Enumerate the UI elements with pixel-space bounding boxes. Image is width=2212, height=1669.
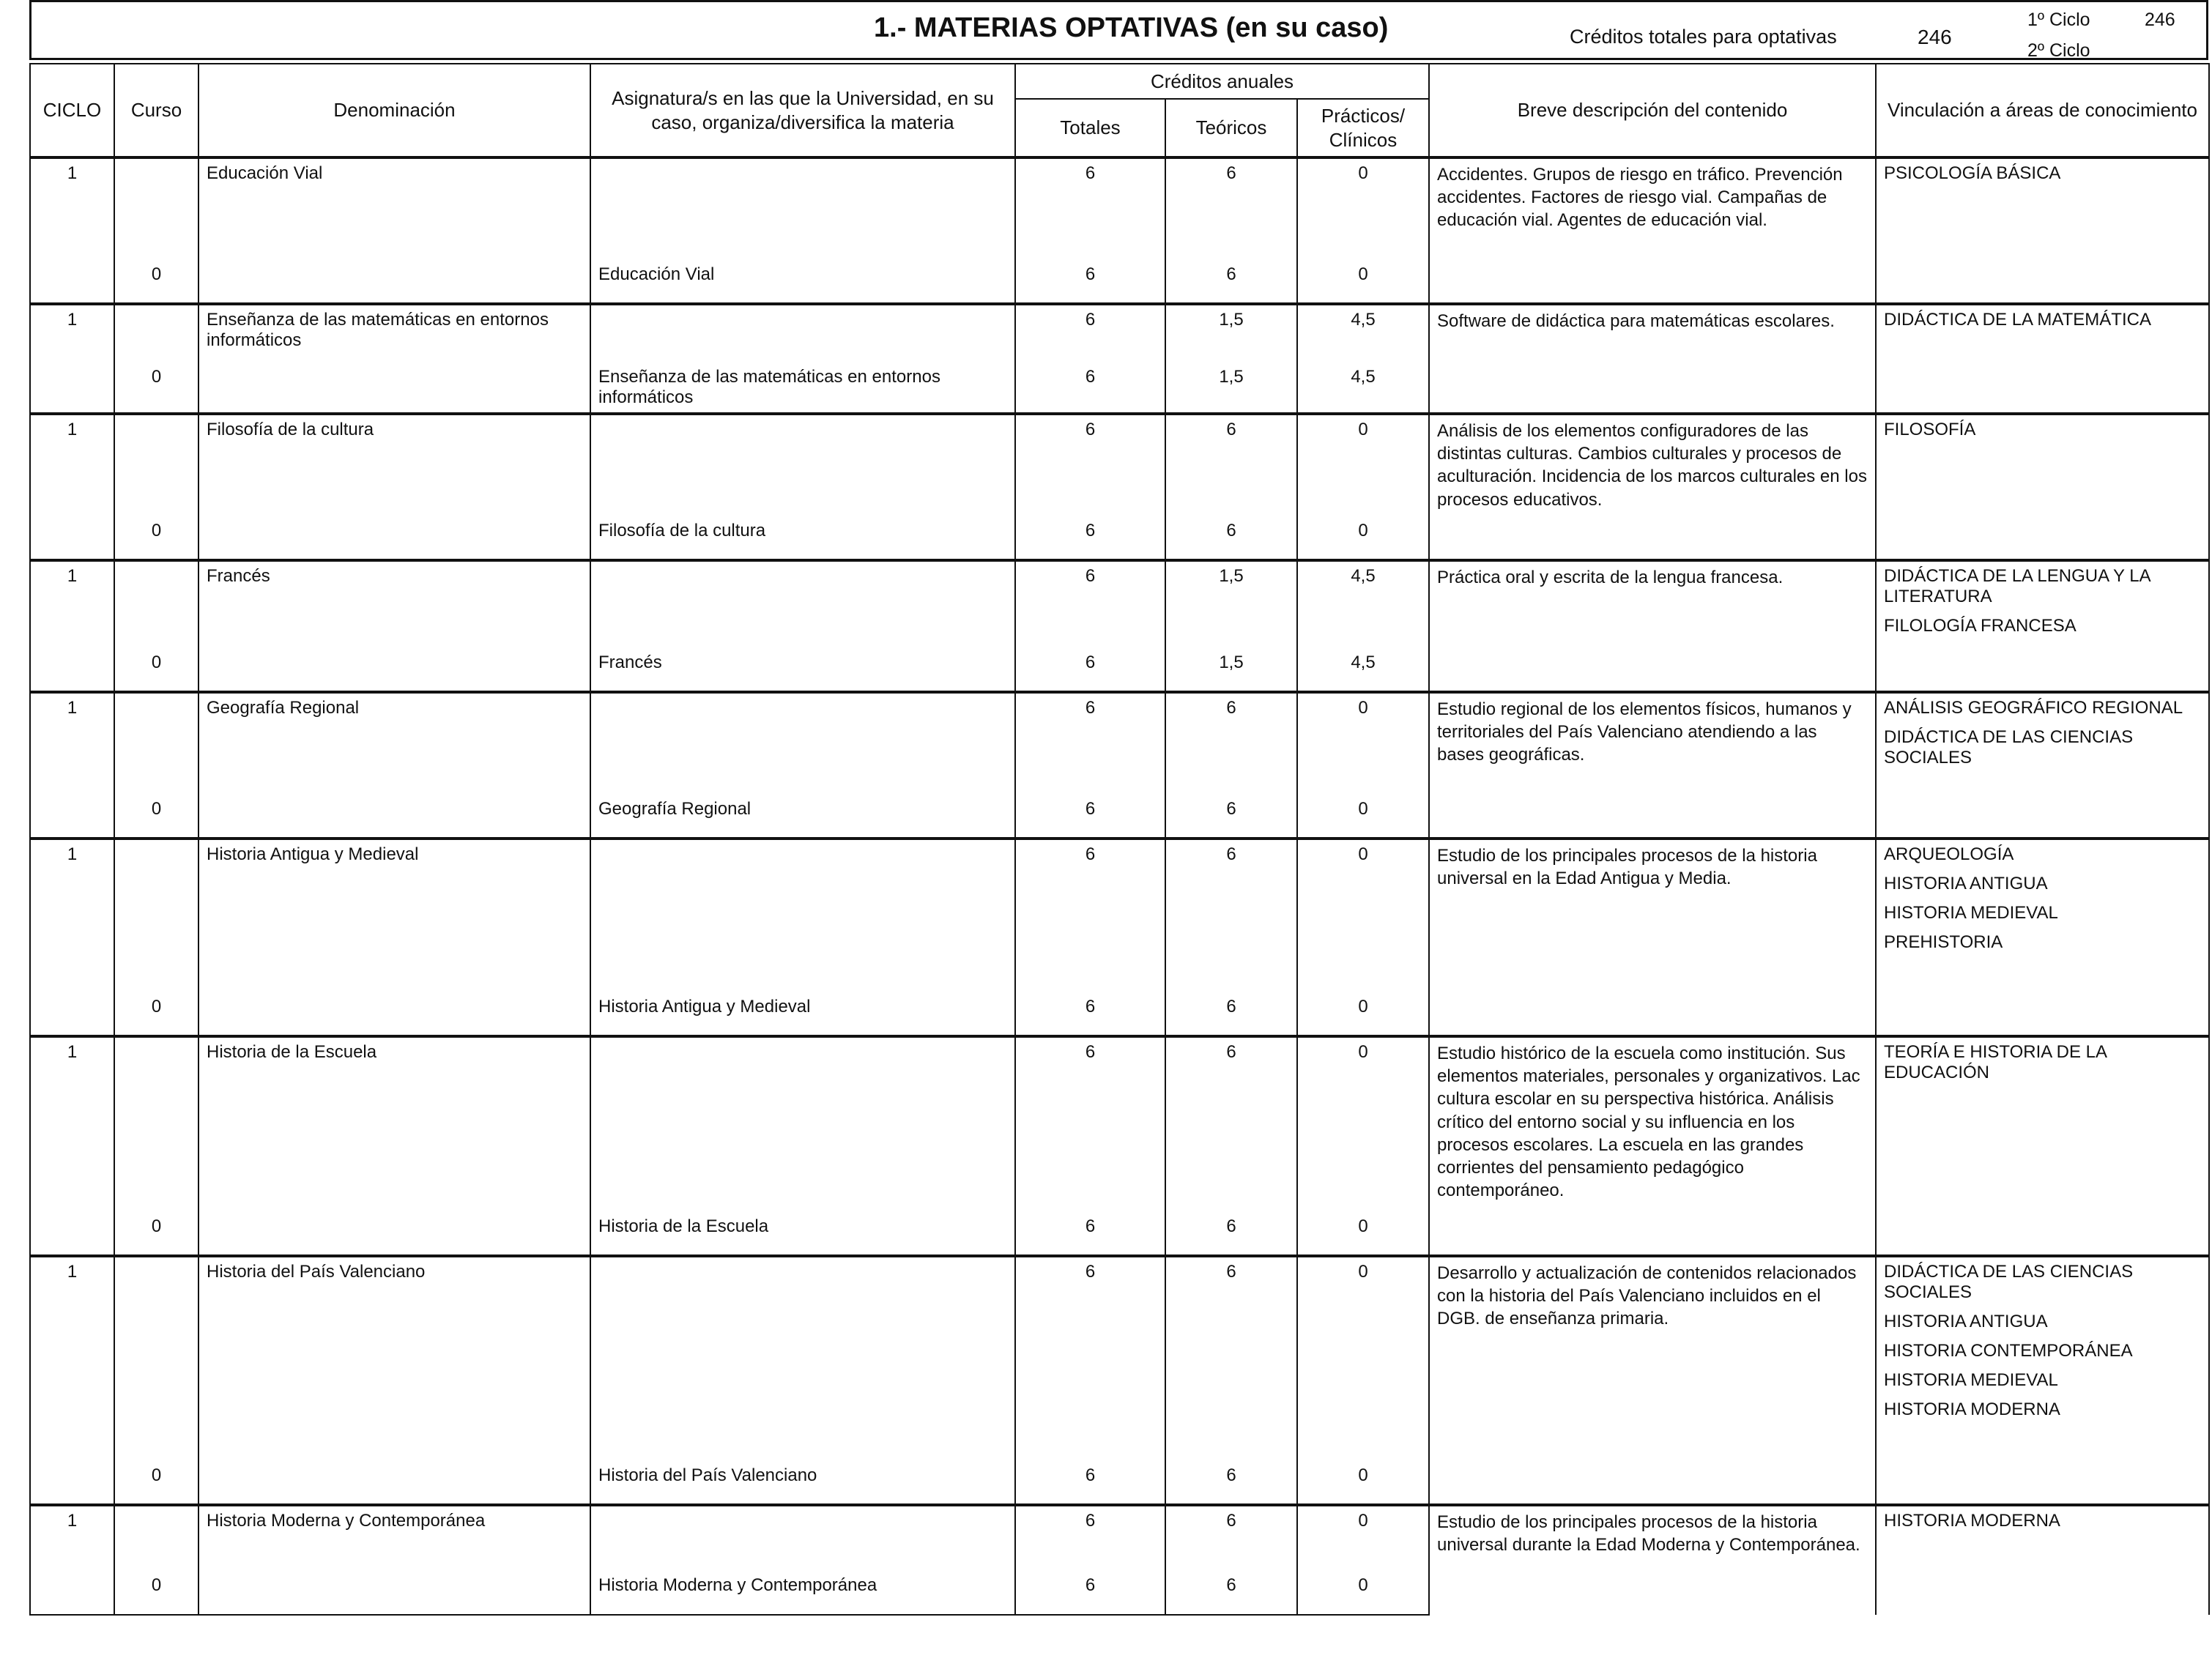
col-header-totales: Totales: [1015, 99, 1165, 157]
totales-cell: 6: [1015, 648, 1165, 692]
subject-block: [30, 414, 2209, 560]
ciclo2-label: 2º Ciclo: [2027, 40, 2090, 61]
practicos-cell: 0: [1297, 414, 1429, 516]
asignatura-cell-empty: [590, 692, 1015, 795]
curso-cell: 0: [114, 516, 198, 560]
ciclo-cell-empty: [30, 1461, 114, 1505]
subject-row: [30, 1036, 2209, 1212]
vinculacion-cell: [1876, 1036, 2209, 1256]
denominacion-cell: Filosofía de la cultura: [198, 414, 590, 516]
descripcion-cell: Análisis de los elementos configuradores de las distintas culturas. Cambios culturales y procesos de aculturación. Incidencia de los marcos culturales en los procesos educativos.: [1429, 414, 1876, 560]
asignatura-cell: Geografía Regional: [590, 795, 1015, 839]
practicos-cell: 0: [1297, 795, 1429, 839]
teoricos-cell: 6: [1165, 516, 1297, 560]
teoricos-cell: 1,5: [1165, 363, 1297, 414]
curso-cell-empty: [114, 1256, 198, 1461]
denominacion-cell: Francés: [198, 560, 590, 648]
credits-label: Créditos totales para optativas: [1570, 26, 1837, 48]
subject-row: [30, 1505, 2209, 1571]
teoricos-cell: 6: [1165, 1571, 1297, 1615]
teoricos-cell: 1,5: [1165, 560, 1297, 648]
totales-cell: 6: [1015, 560, 1165, 648]
practicos-cell: 0: [1297, 1571, 1429, 1615]
totales-cell: 6: [1015, 992, 1165, 1036]
totales-cell: 6: [1015, 1036, 1165, 1212]
totales-cell: 6: [1015, 1571, 1165, 1615]
vinculacion-area: HISTORIA MODERNA: [1884, 1511, 2060, 1531]
col-header-practicos: Prácticos/ Clínicos: [1297, 99, 1429, 157]
denominacion-cell-empty: [198, 1212, 590, 1256]
subject-block: [30, 304, 2209, 414]
denominacion-cell: Educación Vial: [198, 157, 590, 260]
denominacion-cell: Geografía Regional: [198, 692, 590, 795]
document-page: [29, 0, 2208, 1669]
asignatura-cell: Francés: [590, 648, 1015, 692]
totales-cell: 6: [1015, 795, 1165, 839]
subject-row: [30, 1256, 2209, 1461]
totales-cell: 6: [1015, 260, 1165, 304]
ciclo-cell-empty: [30, 992, 114, 1036]
subject-row: [30, 839, 2209, 992]
curso-cell-empty: [114, 304, 198, 363]
vinculacion-area: HISTORIA CONTEMPORÁNEA: [1884, 1341, 2133, 1361]
vinculacion-area: DIDÁCTICA DE LAS CIENCIAS SOCIALES: [1884, 1262, 2134, 1302]
asignatura-cell: Enseñanza de las matemáticas en entornos informáticos: [590, 363, 1015, 414]
col-header-denominacion: Denominación: [198, 64, 590, 157]
vinculacion-cell: [1876, 414, 2209, 560]
descripcion-cell: Estudio de los principales procesos de la historia universal en la Edad Antigua y Media.: [1429, 839, 1876, 1036]
ciclo-cell-empty: [30, 1212, 114, 1256]
ciclo-cell-empty: [30, 363, 114, 414]
curso-cell-empty: [114, 414, 198, 516]
col-header-curso: Curso: [114, 64, 198, 157]
asignatura-cell-empty: [590, 560, 1015, 648]
totales-cell: 6: [1015, 1505, 1165, 1571]
teoricos-cell: 1,5: [1165, 304, 1297, 363]
totales-cell: 6: [1015, 692, 1165, 795]
vinculacion-area: ARQUEOLOGÍA: [1884, 844, 2014, 864]
teoricos-cell: 6: [1165, 839, 1297, 992]
asignatura-cell-empty: [590, 1256, 1015, 1461]
denominacion-cell-empty: [198, 260, 590, 304]
col-header-creditos-anuales: Créditos anuales: [1015, 64, 1429, 99]
ciclo-cell: 1: [30, 1256, 114, 1461]
vinculacion-cell: [1876, 1256, 2209, 1505]
descripcion-cell: Práctica oral y escrita de la lengua francesa.: [1429, 560, 1876, 692]
practicos-cell: 0: [1297, 1256, 1429, 1461]
vinculacion-area: FILOSOFÍA: [1884, 420, 1976, 439]
teoricos-cell: 6: [1165, 992, 1297, 1036]
ciclo-cell: 1: [30, 839, 114, 992]
practicos-cell: 0: [1297, 1505, 1429, 1571]
practicos-cell: 0: [1297, 157, 1429, 260]
ciclo-cell-empty: [30, 1571, 114, 1615]
page-title: 1.- MATERIAS OPTATIVAS (en su caso): [874, 12, 1389, 43]
descripcion-cell: Estudio de los principales procesos de la historia universal durante la Edad Moderna y Contemporánea.: [1429, 1505, 1876, 1615]
totales-cell: 6: [1015, 516, 1165, 560]
practicos-cell: 4,5: [1297, 648, 1429, 692]
teoricos-cell: 6: [1165, 1036, 1297, 1212]
denominacion-cell-empty: [198, 648, 590, 692]
asignatura-cell: Historia Antigua y Medieval: [590, 992, 1015, 1036]
curso-cell: 0: [114, 260, 198, 304]
vinculacion-area: HISTORIA ANTIGUA: [1884, 874, 2048, 893]
totales-cell: 6: [1015, 1256, 1165, 1461]
curso-cell-empty: [114, 839, 198, 992]
vinculacion-area: PSICOLOGÍA BÁSICA: [1884, 163, 2061, 183]
subject-row: [30, 414, 2209, 516]
subject-block: [30, 839, 2209, 1036]
teoricos-cell: 6: [1165, 795, 1297, 839]
vinculacion-cell: [1876, 304, 2209, 414]
practicos-cell: 0: [1297, 1461, 1429, 1505]
asignatura-cell: Historia Moderna y Contemporánea: [590, 1571, 1015, 1615]
vinculacion-cell: [1876, 692, 2209, 839]
denominacion-cell-empty: [198, 363, 590, 414]
asignatura-cell-empty: [590, 414, 1015, 516]
ciclo-cell-empty: [30, 260, 114, 304]
denominacion-cell-empty: [198, 795, 590, 839]
vinculacion-area: HISTORIA ANTIGUA: [1884, 1312, 2048, 1331]
curso-cell-empty: [114, 157, 198, 260]
curso-cell: 0: [114, 1212, 198, 1256]
curso-cell: 0: [114, 1461, 198, 1505]
ciclo-cell: 1: [30, 560, 114, 648]
teoricos-cell: 6: [1165, 1256, 1297, 1461]
curso-cell: 0: [114, 992, 198, 1036]
denominacion-cell: Historia del País Valenciano: [198, 1256, 590, 1461]
vinculacion-area: PREHISTORIA: [1884, 932, 2003, 952]
practicos-cell: 4,5: [1297, 560, 1429, 648]
practicos-cell: 4,5: [1297, 363, 1429, 414]
asignatura-cell: Historia del País Valenciano: [590, 1461, 1015, 1505]
ciclo-cell: 1: [30, 692, 114, 795]
subject-row: [30, 692, 2209, 795]
curso-cell: 0: [114, 363, 198, 414]
vinculacion-area: DIDÁCTICA DE LA MATEMÁTICA: [1884, 310, 2151, 330]
teoricos-cell: 6: [1165, 157, 1297, 260]
practicos-cell: 0: [1297, 839, 1429, 992]
curso-cell-empty: [114, 1036, 198, 1212]
denominacion-cell-empty: [198, 1571, 590, 1615]
vinculacion-area: DIDÁCTICA DE LAS CIENCIAS SOCIALES: [1884, 727, 2134, 767]
ciclo1-label: 1º Ciclo: [2027, 10, 2090, 30]
curso-cell: 0: [114, 1571, 198, 1615]
denominacion-cell-empty: [198, 992, 590, 1036]
subject-row: [30, 560, 2209, 648]
curso-cell-empty: [114, 692, 198, 795]
curso-cell-empty: [114, 1505, 198, 1571]
teoricos-cell: 6: [1165, 692, 1297, 795]
vinculacion-area: HISTORIA MEDIEVAL: [1884, 1370, 2058, 1390]
asignatura-cell-empty: [590, 1505, 1015, 1571]
ciclo-cell-empty: [30, 516, 114, 560]
descripcion-cell: Software de didáctica para matemáticas escolares.: [1429, 304, 1876, 414]
col-header-descripcion: Breve descripción del contenido: [1429, 64, 1876, 157]
ciclo-cell: 1: [30, 304, 114, 363]
subject-block: [30, 157, 2209, 304]
denominacion-cell: Historia Moderna y Contemporánea: [198, 1505, 590, 1571]
practicos-cell: 0: [1297, 692, 1429, 795]
descripcion-cell: Estudio regional de los elementos físicos, humanos y territoriales del País Valenciano atendiendo a las bases geográficas.: [1429, 692, 1876, 839]
ciclo-cell-empty: [30, 648, 114, 692]
ciclo-cell: 1: [30, 414, 114, 516]
subject-row: [30, 157, 2209, 260]
vinculacion-area: HISTORIA MODERNA: [1884, 1399, 2060, 1419]
practicos-cell: 0: [1297, 1036, 1429, 1212]
subject-block: [30, 1256, 2209, 1505]
totales-cell: 6: [1015, 1461, 1165, 1505]
ciclo1-value: 246: [2145, 10, 2175, 30]
descripcion-cell: Desarrollo y actualización de contenidos relacionados con la historia del País Valenciano incluidos en el DGB. de enseñanza primaria.: [1429, 1256, 1876, 1505]
vinculacion-area: HISTORIA MEDIEVAL: [1884, 903, 2058, 923]
practicos-cell: 0: [1297, 260, 1429, 304]
teoricos-cell: 6: [1165, 1461, 1297, 1505]
denominacion-cell: Historia Antigua y Medieval: [198, 839, 590, 992]
curso-cell: 0: [114, 795, 198, 839]
ciclo-cell: 1: [30, 157, 114, 260]
totales-cell: 6: [1015, 839, 1165, 992]
asignatura-cell: Historia de la Escuela: [590, 1212, 1015, 1256]
col-header-teoricos: Teóricos: [1165, 99, 1297, 157]
vinculacion-cell: [1876, 560, 2209, 692]
totales-cell: 6: [1015, 1212, 1165, 1256]
subject-block: [30, 1036, 2209, 1256]
vinculacion-cell: [1876, 1505, 2209, 1615]
totales-cell: 6: [1015, 157, 1165, 260]
vinculacion-cell: [1876, 839, 2209, 1036]
descripcion-cell: Accidentes. Grupos de riesgo en tráfico. Prevención accidentes. Factores de riesgo vial. Campañas de educación vial. Agentes de educación vial.: [1429, 157, 1876, 304]
asignatura-cell-empty: [590, 839, 1015, 992]
teoricos-cell: 6: [1165, 260, 1297, 304]
denominacion-cell: Enseñanza de las matemáticas en entornos informáticos: [198, 304, 590, 363]
asignatura-cell-empty: [590, 304, 1015, 363]
subject-block: [30, 560, 2209, 692]
totales-cell: 6: [1015, 363, 1165, 414]
denominacion-cell-empty: [198, 516, 590, 560]
ciclo-cell: 1: [30, 1036, 114, 1212]
asignatura-cell: Educación Vial: [590, 260, 1015, 304]
practicos-cell: 0: [1297, 992, 1429, 1036]
vinculacion-area: DIDÁCTICA DE LA LENGUA Y LA LITERATURA: [1884, 566, 2150, 606]
denominacion-cell-empty: [198, 1461, 590, 1505]
title-bar: [29, 0, 2208, 60]
vinculacion-cell: [1876, 157, 2209, 304]
optativas-table: [29, 63, 2210, 1616]
col-header-ciclo: CICLO: [30, 64, 114, 157]
teoricos-cell: 1,5: [1165, 648, 1297, 692]
credits-value: 246: [1918, 26, 1952, 48]
denominacion-cell: Historia de la Escuela: [198, 1036, 590, 1212]
curso-cell-empty: [114, 560, 198, 648]
subject-block: [30, 1505, 2209, 1615]
ciclo-cell-empty: [30, 795, 114, 839]
vinculacion-area: FILOLOGÍA FRANCESA: [1884, 616, 2076, 636]
asignatura-cell-empty: [590, 1036, 1015, 1212]
col-header-asignatura: Asignatura/s en las que la Universidad, en su caso, organiza/diversifica la materia: [590, 64, 1015, 157]
col-header-vinculacion: Vinculación a áreas de conocimiento: [1876, 64, 2209, 157]
ciclo-cell: 1: [30, 1505, 114, 1571]
practicos-cell: 0: [1297, 516, 1429, 560]
totales-cell: 6: [1015, 414, 1165, 516]
descripcion-cell: Estudio histórico de la escuela como institución. Sus elementos materiales, personales y organizativos. Lac cultura escolar en su perspectiva histórica. Análisis crítico del entorno social y su influencia en los procesos escolares. La escuela en las grandes corrientes del pensamiento pedagógico contemporáneo.: [1429, 1036, 1876, 1256]
curso-cell: 0: [114, 648, 198, 692]
practicos-cell: 0: [1297, 1212, 1429, 1256]
asignatura-cell: Filosofía de la cultura: [590, 516, 1015, 560]
teoricos-cell: 6: [1165, 1212, 1297, 1256]
asignatura-cell-empty: [590, 157, 1015, 260]
totales-cell: 6: [1015, 304, 1165, 363]
vinculacion-area: TEORÍA E HISTORIA DE LA EDUCACIÓN: [1884, 1042, 2107, 1082]
practicos-cell: 4,5: [1297, 304, 1429, 363]
teoricos-cell: 6: [1165, 414, 1297, 516]
subject-row: [30, 304, 2209, 363]
vinculacion-area: ANÁLISIS GEOGRÁFICO REGIONAL: [1884, 698, 2183, 718]
subject-block: [30, 692, 2209, 839]
teoricos-cell: 6: [1165, 1505, 1297, 1571]
